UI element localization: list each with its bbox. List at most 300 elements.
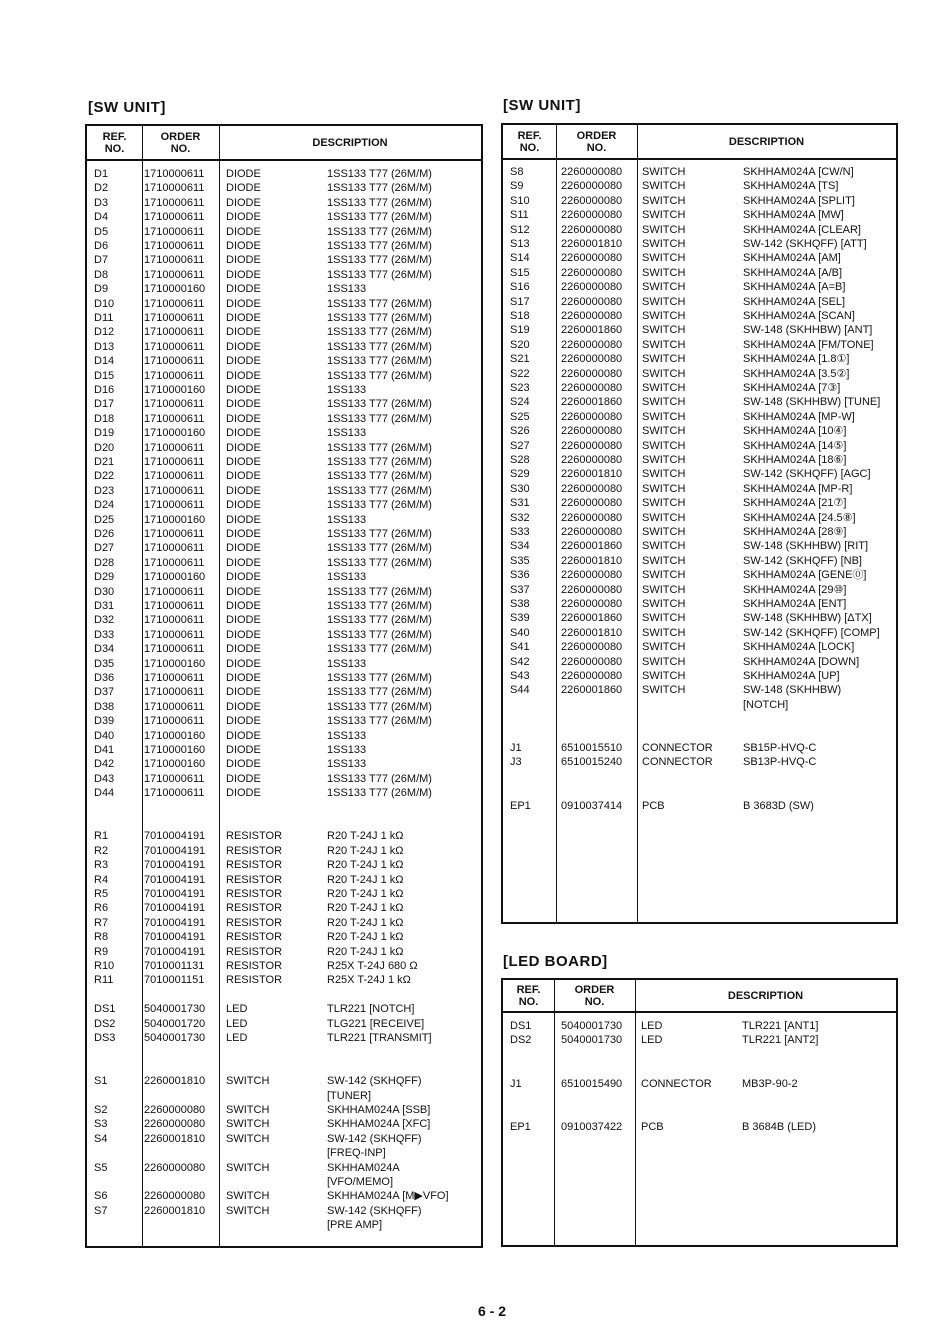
table-row [87,426,481,440]
table-row [503,251,896,265]
order-no-cell: 7010001131 [144,960,205,972]
table-row [87,887,481,901]
order-no-cell: 1710000611 [144,556,205,569]
order-no-cell: 7010004191 [144,931,206,944]
table-row [87,685,481,699]
ref-no-cell: D4 [94,211,109,224]
ref-no-cell: S9 [510,180,524,193]
ref-no-cell: S13 [510,238,530,250]
table-row [503,568,896,582]
table-row [503,770,896,784]
table-row [503,1033,896,1047]
part-type-cell: DIODE [226,384,261,396]
ref-no-cell: D26 [94,528,115,540]
ref-no-cell: D35 [94,657,115,670]
table-row [503,554,896,568]
ref-no-cell: D37 [94,686,115,699]
ref-no-cell: S10 [510,194,530,207]
ref-no-cell: S5 [94,1161,108,1174]
table-row [87,527,481,541]
part-type-cell: SWITCH [642,540,686,553]
order-no-cell: 1710000611 [144,196,205,209]
table-row [503,381,896,395]
part-type-cell: RESISTOR [226,873,283,886]
ref-no-cell: S44 [510,684,530,697]
table-row [503,755,896,769]
part-type-cell: SWITCH [226,1104,270,1116]
ref-no-cell: J1 [510,1077,522,1090]
order-no-cell: 1710000160 [144,744,206,756]
order-no-cell: 2260001860 [561,540,623,553]
ref-no-cell: S41 [510,641,530,654]
part-spec-cell: [VFO/MEMO] [327,1176,393,1188]
part-type-cell: DIODE [226,355,261,368]
order-no-cell: 2260000080 [561,353,623,366]
part-spec-cell: SKHHAM024A [327,1161,400,1174]
table-row [87,1060,481,1074]
part-spec-cell: 1SS133 T77 (26M/M) [327,499,432,512]
order-no-cell: 1710000611 [144,470,205,483]
order-no-cell: 1710000611 [144,614,205,627]
ref-no-cell: S42 [510,655,530,668]
part-spec-cell: SKHHAM024A [MP-W] [743,410,855,423]
order-no-cell: 1710000611 [144,398,205,411]
part-type-cell: SWITCH [226,1204,270,1217]
part-type-cell: DIODE [226,513,261,526]
part-spec-cell: SW-148 (SKHHBW) [743,684,842,697]
ref-no-cell: D28 [94,556,115,569]
order-no-cell: 1710000160 [144,571,206,584]
table-row [87,469,481,483]
part-spec-cell: SKHHAM024A [MW] [743,209,844,222]
order-no-cell: 2260000080 [561,425,623,438]
ref-no-cell: S36 [510,569,530,582]
part-type-cell: LED [226,1017,248,1030]
part-spec-cell: 1SS133 T77 (26M/M) [327,470,432,483]
header-description: DESCRIPTION [312,136,388,149]
part-spec-cell: SW-142 (SKHQFF) [ATT] [743,238,867,250]
order-no-cell: 5040001730 [561,1020,623,1032]
part-spec-cell: [NOTCH] [743,698,789,711]
part-spec-cell: SKHHAM024A [29⑩] [743,583,847,596]
order-no-cell: 2260000080 [561,166,623,178]
ref-no-cell: DS1 [510,1020,532,1032]
part-spec-cell: TLG221 [RECEIVE] [327,1017,425,1030]
ref-no-cell: D27 [94,542,115,555]
table-row [503,453,896,467]
part-spec-cell: 1SS133 T77 (26M/M) [327,268,432,281]
part-type-cell: DIODE [226,326,261,339]
order-no-cell: 2260000080 [561,511,623,524]
part-type-cell: CONNECTOR [641,1077,712,1090]
table-row [503,237,896,251]
header-description: DESCRIPTION [728,135,805,148]
part-type-cell: DIODE [226,441,261,454]
table-row [503,338,896,352]
table-row [87,354,481,368]
right-parts-table [501,123,898,924]
part-type-cell: SWITCH [642,497,686,510]
ref-no-cell: R3 [94,859,109,872]
table-row [87,901,481,915]
table-row [503,626,896,640]
part-type-cell: CONNECTOR [642,742,713,754]
order-no-cell: 1710000611 [144,686,205,699]
part-spec-cell: SW-142 (SKHQFF) [327,1204,422,1217]
part-type-cell: RESISTOR [226,931,283,944]
part-spec-cell: SKHHAM024A [MP-R] [743,482,853,495]
led-section-title: [LED BOARD] [503,953,608,970]
ref-no-cell: S25 [510,410,530,423]
table-row [87,1031,481,1045]
ref-no-cell: S37 [510,583,530,596]
table-row [87,1017,481,1031]
ref-no-cell: D1 [94,168,109,180]
ref-no-cell: S1 [94,1075,108,1088]
ref-no-cell: DS3 [94,1032,116,1044]
ref-no-cell: D41 [94,744,115,756]
part-spec-cell: SKHHAM024A [GENE⓪] [743,569,867,582]
part-spec-cell: SW-142 (SKHQFF) [AGC] [743,468,871,481]
header-order-no: ORDER NO. [160,130,201,155]
part-type-cell: CONNECTOR [642,756,713,769]
part-type-cell: DIODE [226,672,261,684]
table-row [503,266,896,280]
part-spec-cell: SKHHAM024A [A/B] [743,266,843,279]
header-ref-no: REF. NO. [517,129,542,154]
table-header [87,126,481,161]
part-spec-cell: 1SS133 T77 (26M/M) [327,700,432,713]
ref-no-cell: S43 [510,670,530,682]
part-type-cell: SWITCH [642,338,686,351]
ref-no-cell: S24 [510,396,530,409]
table-row [87,642,481,656]
ref-no-cell: S23 [510,382,530,394]
order-no-cell: 5040001730 [144,1032,206,1044]
table-row [503,784,896,798]
table-row [87,786,481,800]
table-row [87,297,481,311]
order-no-cell: 1710000611 [144,412,205,425]
order-no-cell: 2260000080 [144,1161,206,1174]
ref-no-cell: S34 [510,540,530,553]
ref-no-cell: D3 [94,196,109,209]
order-no-cell: 2260000080 [561,295,623,308]
table-row [87,1089,481,1103]
order-no-cell: 1710000160 [144,657,206,670]
ref-no-cell: S30 [510,482,530,495]
part-spec-cell: SKHHAM024A [SEL] [743,295,846,308]
part-spec-cell: MB3P-90-2 [742,1077,798,1090]
order-no-cell: 2260000080 [561,583,623,596]
order-no-cell: 1710000611 [144,528,205,540]
part-spec-cell: [FREQ-INP] [327,1147,386,1160]
ref-no-cell: R5 [94,888,109,900]
table-row [503,223,896,237]
part-type-cell: RESISTOR [226,916,283,929]
part-spec-cell: R20 T-24J 1 kΩ [327,859,404,872]
ref-no-cell: D23 [94,484,115,497]
table-row [87,1103,481,1117]
order-no-cell: 2260000080 [561,194,623,207]
table-row [503,467,896,481]
part-spec-cell: 1SS133 [327,384,367,396]
part-type-cell: SWITCH [642,468,686,481]
table-row [87,916,481,930]
table-row [503,482,896,496]
ref-no-cell: D44 [94,787,115,800]
table-row [503,323,896,337]
table-row [503,424,896,438]
left-parts-table [85,124,483,1248]
part-spec-cell: 1SS133 T77 (26M/M) [327,600,432,612]
ref-no-cell: S7 [94,1204,108,1217]
ref-no-cell: S3 [94,1118,108,1131]
order-no-cell: 7010004191 [144,859,206,872]
order-no-cell: 1710000160 [144,513,206,526]
order-no-cell: 2260001810 [144,1204,206,1217]
ref-no-cell: S18 [510,310,530,322]
table-row [87,325,481,339]
part-spec-cell: 1SS133 T77 (26M/M) [327,340,432,353]
part-type-cell: RESISTOR [226,945,283,958]
part-type-cell: SWITCH [642,382,686,394]
header-description: DESCRIPTION [727,989,804,1002]
table-row [503,683,896,697]
ref-no-cell: D8 [94,268,109,281]
ref-no-cell: D21 [94,456,115,468]
ref-no-cell: D13 [94,340,115,353]
part-type-cell: DIODE [226,456,261,468]
part-type-cell: SWITCH [642,252,686,265]
order-no-cell: 2260001810 [561,554,623,567]
part-type-cell: SWITCH [642,439,686,452]
order-no-cell: 6510015510 [561,742,623,754]
part-spec-cell: 1SS133 T77 (26M/M) [327,196,432,209]
ref-no-cell: S11 [510,209,529,222]
part-spec-cell: 1SS133 T77 (26M/M) [327,643,432,656]
part-type-cell: DIODE [226,412,261,425]
table-row [503,511,896,525]
part-type-cell: DIODE [226,744,261,756]
order-no-cell: 1710000611 [144,672,205,684]
part-type-cell: SWITCH [642,166,686,178]
ref-no-cell: R9 [94,945,109,958]
table-row [87,599,481,613]
table-row [503,539,896,553]
table-row [87,973,481,987]
table-row [503,496,896,510]
ref-no-cell: S27 [510,439,530,452]
table-row [87,801,481,815]
part-type-cell: SWITCH [642,180,686,193]
order-no-cell: 2260001810 [561,238,623,250]
part-type-cell: SWITCH [642,396,686,409]
part-type-cell: PCB [641,1120,664,1133]
part-spec-cell: SKHHAM024A [XFC] [327,1118,431,1131]
table-row [503,309,896,323]
order-no-cell: 2260000080 [561,482,623,495]
table-row [503,439,896,453]
part-type-cell: SWITCH [642,511,686,524]
order-no-cell: 2260000080 [144,1104,206,1116]
table-row [87,657,481,671]
order-no-cell: 1710000611 [144,355,205,368]
table-row [87,196,481,210]
header-order-no: ORDER NO. [574,983,615,1008]
ref-no-cell: D22 [94,470,115,483]
order-no-cell: 5040001730 [144,1003,206,1016]
part-type-cell: SWITCH [642,684,686,697]
ref-no-cell: D40 [94,729,115,742]
part-type-cell: DIODE [226,196,261,209]
table-row [87,210,481,224]
table-row [503,655,896,669]
table-row [87,844,481,858]
table-row [87,757,481,771]
table-row [87,714,481,728]
ref-no-cell: D17 [94,398,115,411]
ref-no-cell: S33 [510,526,530,538]
part-type-cell: LED [226,1032,248,1044]
part-type-cell: SWITCH [642,670,686,682]
table-row [87,340,481,354]
part-spec-cell: 1SS133 T77 (26M/M) [327,528,432,540]
part-spec-cell: 1SS133 T77 (26M/M) [327,211,432,224]
order-no-cell: 2260000080 [561,338,623,351]
part-type-cell: SWITCH [642,410,686,423]
table-row [87,1161,481,1175]
table-row [503,352,896,366]
part-type-cell: DIODE [226,297,261,310]
order-no-cell: 2260001860 [561,684,623,697]
part-spec-cell: SB15P-HVQ-C [743,742,817,754]
part-spec-cell: SKHHAM024A [A=B] [743,281,846,294]
order-no-cell: 2260001810 [561,468,623,481]
ref-no-cell: S19 [510,324,530,337]
ref-no-cell: J1 [510,742,522,754]
part-type-cell: DIODE [226,398,261,411]
part-type-cell: SWITCH [226,1190,270,1203]
table-row [87,772,481,786]
part-spec-cell: SKHHAM024A [1.8①] [743,353,850,366]
part-type-cell: DIODE [226,772,261,785]
part-spec-cell: R20 T-24J 1 kΩ [327,873,404,886]
order-no-cell: 2260000080 [561,382,623,394]
order-no-cell: 1710000611 [144,600,205,612]
part-spec-cell: TLR221 [TRANSMIT] [327,1032,432,1044]
ref-no-cell: S6 [94,1190,108,1203]
part-spec-cell: 1SS133 [327,758,367,771]
ref-no-cell: D2 [94,182,109,195]
part-spec-cell: 1SS133 T77 (26M/M) [327,312,432,324]
part-spec-cell: 1SS133 T77 (26M/M) [327,326,432,339]
part-spec-cell: R20 T-24J 1 kΩ [327,844,404,857]
table-row [87,455,481,469]
table-row [87,613,481,627]
table-row [503,1062,896,1076]
part-spec-cell: SKHHAM024A [UP] [743,670,840,682]
ref-no-cell: R7 [94,916,109,929]
part-spec-cell: 1SS133 T77 (26M/M) [327,772,432,785]
ref-no-cell: D5 [94,225,109,238]
ref-no-cell: D36 [94,672,115,684]
part-type-cell: DIODE [226,283,261,296]
part-spec-cell: 1SS133 T77 (26M/M) [327,297,432,310]
table-row [87,1045,481,1059]
part-type-cell: RESISTOR [226,844,283,857]
part-type-cell: DIODE [226,542,261,555]
part-type-cell: DIODE [226,240,261,252]
part-spec-cell: SW-142 (SKHQFF) [327,1075,422,1088]
table-row [87,988,481,1002]
order-no-cell: 1710000160 [144,758,206,771]
part-type-cell: DIODE [226,268,261,281]
part-spec-cell: 1SS133 [327,283,367,296]
order-no-cell: 2260000080 [561,367,623,380]
table-row [87,311,481,325]
part-spec-cell: 1SS133 [327,427,367,440]
order-no-cell: 1710000611 [144,168,205,180]
part-spec-cell: SW-148 (SKHHBW) [TUNE] [743,396,881,409]
part-type-cell: DIODE [226,225,261,238]
part-spec-cell: 1SS133 [327,571,367,584]
order-no-cell: 7010004191 [144,888,206,900]
order-no-cell: 1710000160 [144,729,206,742]
ref-no-cell: S17 [510,295,530,308]
order-no-cell: 1710000611 [144,585,205,598]
part-spec-cell: 1SS133 T77 (26M/M) [327,369,432,382]
table-row [503,727,896,741]
table-row [87,441,481,455]
table-row [87,541,481,555]
part-type-cell: DIODE [226,643,261,656]
table-row [87,1002,481,1016]
part-type-cell: RESISTOR [226,902,283,915]
part-spec-cell: R20 T-24J 1 kΩ [327,931,404,944]
table-row [503,525,896,539]
ref-no-cell: D42 [94,758,115,771]
ref-no-cell: S40 [510,626,530,639]
header-order-no: ORDER NO. [576,129,617,154]
part-spec-cell: 1SS133 [327,744,367,756]
table-row [87,412,481,426]
order-no-cell: 1710000611 [144,715,205,728]
part-spec-cell: TLR221 [ANT1] [742,1020,819,1032]
part-type-cell: DIODE [226,182,261,195]
order-no-cell: 1710000611 [144,441,205,454]
order-no-cell: 7010004191 [144,844,206,857]
part-type-cell: DIODE [226,484,261,497]
ref-no-cell: D15 [94,369,115,382]
ref-no-cell: D33 [94,628,115,641]
ref-no-cell: S31 [510,497,530,510]
part-type-cell: SWITCH [642,238,686,250]
part-spec-cell: SKHHAM024A [CW/N] [743,166,854,178]
part-type-cell: SWITCH [226,1161,270,1174]
part-spec-cell: 1SS133 T77 (26M/M) [327,614,432,627]
order-no-cell: 1710000611 [144,340,205,353]
part-spec-cell: SKHHAM024A [3.5②] [743,367,850,380]
table-row [87,369,481,383]
part-type-cell: DIODE [226,254,261,267]
part-type-cell: SWITCH [226,1075,270,1088]
order-no-cell: 2260000080 [561,223,623,236]
part-type-cell: DIODE [226,556,261,569]
part-spec-cell: 1SS133 [327,513,367,526]
part-type-cell: SWITCH [642,655,686,668]
table-header [503,980,896,1013]
